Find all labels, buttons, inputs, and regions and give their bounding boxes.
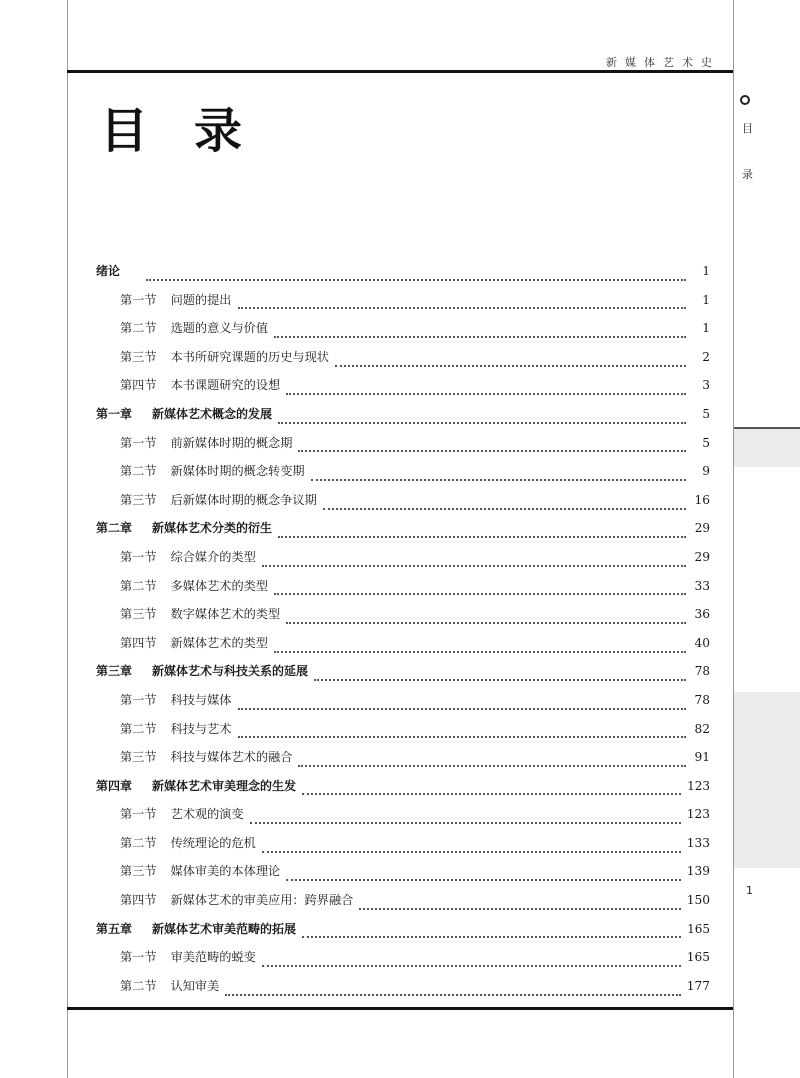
toc-entry-title: 媒体审美的本体理论 [170, 864, 281, 879]
toc-page-number: 5 [702, 406, 710, 421]
toc-entry-title: 选题的意义与价值 [170, 321, 269, 336]
toc-entry-number: 第四节 [120, 635, 157, 650]
toc-leader-dots [278, 421, 686, 424]
toc-entry-number: 第二章 [96, 521, 133, 536]
toc-leader-dots [262, 564, 686, 567]
toc-leader-dots [311, 478, 686, 481]
toc-entry-title: 数字媒体艺术的类型 [170, 607, 281, 622]
toc-leader-dots [323, 507, 686, 510]
toc-page-number: 16 [694, 492, 710, 507]
toc-entry-title: 科技与媒体艺术的融合 [170, 750, 293, 765]
toc-entry-title: 综合媒介的类型 [170, 549, 256, 564]
toc-entry-title: 新媒体艺术的类型 [170, 635, 269, 650]
toc-leader-dots [359, 907, 680, 910]
toc-page-number: 36 [694, 607, 710, 622]
toc-entry-title: 新媒体时期的概念转变期 [170, 464, 305, 479]
toc-section-row[interactable] [96, 434, 710, 463]
toc-entry-number: 第三节 [120, 349, 157, 364]
toc-entry-title: 本书所研究课题的历史与现状 [170, 349, 329, 364]
toc-leader-dots [298, 449, 686, 452]
side-tab-label [742, 106, 754, 198]
toc-entry-number: 第四节 [120, 893, 157, 908]
toc-entry-number: 第四章 [96, 778, 133, 793]
toc-entry-title: 新媒体艺术的审美应用：跨界融合 [170, 893, 354, 908]
toc-page-number: 40 [694, 635, 710, 650]
toc-section-row[interactable] [96, 891, 710, 920]
toc-section-row[interactable] [96, 691, 710, 720]
toc-entry-number: 第一节 [120, 435, 157, 450]
toc-chapter-row[interactable] [96, 519, 710, 548]
toc-page-number: 133 [686, 835, 710, 850]
toc-leader-dots [302, 792, 681, 795]
toc-page-number: 82 [694, 721, 710, 736]
toc-entry-title: 本书课题研究的设想 [170, 378, 281, 393]
toc-leader-dots [302, 935, 681, 938]
toc-section-row[interactable] [96, 291, 710, 320]
toc-leader-dots [146, 278, 686, 281]
toc-leader-dots [250, 821, 681, 824]
toc-entry-title: 问题的提出 [170, 292, 232, 307]
toc-leader-dots [286, 392, 686, 395]
toc-page-number: 123 [687, 778, 710, 793]
toc-section-row[interactable] [96, 634, 710, 663]
toc-entry-title: 认知审美 [170, 978, 220, 993]
page-title: 目录 [100, 103, 289, 159]
toc-leader-dots [278, 535, 686, 538]
toc-section-row[interactable] [96, 748, 710, 777]
toc-page-number: 2 [702, 349, 710, 364]
toc-page-number: 123 [686, 807, 710, 822]
table-of-contents [96, 262, 710, 1005]
toc-leader-dots [286, 878, 680, 881]
toc-chapter-row[interactable] [96, 920, 710, 949]
toc-section-row[interactable] [96, 605, 710, 634]
running-head: 新媒体艺术史 [606, 56, 720, 69]
toc-entry-number: 第二节 [120, 578, 157, 593]
toc-entry-number: 第四节 [120, 378, 157, 393]
toc-page-number: 1 [702, 264, 710, 278]
toc-leader-dots [286, 621, 686, 624]
toc-entry-number: 第一章 [96, 406, 133, 421]
side-band-upper [734, 429, 800, 467]
toc-entry-title: 传统理论的危机 [170, 835, 256, 850]
toc-page-number: 3 [702, 378, 710, 393]
toc-page-number: 33 [694, 578, 710, 593]
toc-page-number: 1 [702, 321, 710, 336]
toc-entry-number: 第二节 [120, 835, 157, 850]
toc-chapter-row[interactable] [96, 262, 710, 291]
toc-page-number: 150 [686, 893, 710, 908]
toc-section-row[interactable] [96, 462, 710, 491]
toc-section-row[interactable] [96, 862, 710, 891]
section-marker-icon [740, 95, 750, 105]
toc-leader-dots [314, 678, 686, 681]
toc-entry-number: 第三节 [120, 492, 157, 507]
toc-entry-number: 第一节 [120, 807, 157, 822]
toc-entry-number: 第一节 [120, 292, 157, 307]
toc-section-row[interactable] [96, 577, 710, 606]
toc-chapter-row[interactable] [96, 662, 710, 691]
toc-entry-number: 第三节 [120, 750, 157, 765]
toc-entry-title: 艺术观的演变 [170, 807, 244, 822]
toc-entry-title: 新媒体艺术审美理念的生发 [152, 778, 297, 793]
toc-entry-title: 新媒体艺术与科技关系的延展 [152, 664, 309, 679]
toc-page-number: 29 [694, 521, 710, 536]
toc-entry-title: 审美范畴的蜕变 [170, 950, 256, 965]
toc-section-row[interactable] [96, 720, 710, 749]
toc-page-number: 9 [702, 464, 710, 479]
toc-section-row[interactable] [96, 319, 710, 348]
toc-section-row[interactable] [96, 834, 710, 863]
toc-page-number: 177 [686, 978, 710, 993]
toc-entry-number: 第二节 [120, 464, 157, 479]
right-margin-line [733, 0, 734, 1078]
toc-entry-title: 后新媒体时期的概念争议期 [170, 492, 317, 507]
toc-entry-number: 第一节 [120, 549, 157, 564]
toc-leader-dots [225, 993, 680, 996]
toc-page-number: 1 [702, 292, 710, 307]
toc-entry-number: 第二节 [120, 321, 157, 336]
toc-section-row[interactable] [96, 948, 710, 977]
toc-section-row[interactable] [96, 376, 710, 405]
toc-entry-number: 第二节 [120, 978, 157, 993]
toc-entry-number: 第五章 [96, 921, 133, 936]
side-tab-char: 录 [742, 168, 753, 181]
toc-entry-number: 第一节 [120, 692, 157, 707]
side-band-lower [734, 692, 800, 868]
toc-leader-dots [238, 707, 687, 710]
toc-section-row[interactable] [96, 548, 710, 577]
toc-page-number: 165 [686, 950, 710, 965]
toc-leader-dots [274, 592, 686, 595]
toc-entry-title: 多媒体艺术的类型 [170, 578, 269, 593]
toc-entry-title: 新媒体艺术审美范畴的拓展 [152, 921, 297, 936]
toc-chapter-row[interactable] [96, 405, 710, 434]
toc-entry-title: 科技与艺术 [170, 721, 232, 736]
toc-section-row[interactable] [96, 805, 710, 834]
toc-page-number: 91 [694, 750, 710, 765]
toc-leader-dots [335, 364, 686, 367]
toc-entry-title: 新媒体艺术分类的衍生 [152, 521, 273, 536]
toc-leader-dots [298, 764, 686, 767]
toc-entry-title: 前新媒体时期的概念期 [170, 435, 293, 450]
toc-entry-title: 科技与媒体 [170, 692, 232, 707]
toc-page-number: 29 [694, 549, 710, 564]
toc-page-number: 78 [694, 692, 710, 707]
side-tab-char: 目 [742, 122, 753, 135]
toc-section-row[interactable] [96, 977, 710, 1006]
toc-chapter-row[interactable] [96, 777, 710, 806]
header-rule [67, 70, 733, 73]
toc-section-row[interactable] [96, 491, 710, 520]
toc-page-number: 5 [702, 435, 710, 450]
toc-entry-number: 第一节 [120, 950, 157, 965]
toc-page-number: 78 [694, 664, 710, 679]
toc-entry-number: 绪论 [96, 264, 121, 278]
toc-entry-title: 新媒体艺术概念的发展 [152, 406, 273, 421]
footer-rule [67, 1007, 733, 1010]
toc-leader-dots [238, 306, 687, 309]
toc-entry-number: 第三章 [96, 664, 133, 679]
toc-leader-dots [262, 964, 681, 967]
toc-entry-number: 第二节 [120, 721, 157, 736]
toc-entry-number: 第三节 [120, 864, 157, 879]
left-margin-line [67, 0, 68, 1078]
toc-leader-dots [274, 335, 686, 338]
toc-page-number: 165 [687, 921, 710, 936]
toc-leader-dots [274, 650, 686, 653]
toc-leader-dots [238, 735, 687, 738]
page-number: 1 [746, 884, 753, 897]
toc-leader-dots [262, 850, 681, 853]
toc-page-number: 139 [686, 864, 710, 879]
toc-section-row[interactable] [96, 348, 710, 377]
toc-entry-number: 第三节 [120, 607, 157, 622]
